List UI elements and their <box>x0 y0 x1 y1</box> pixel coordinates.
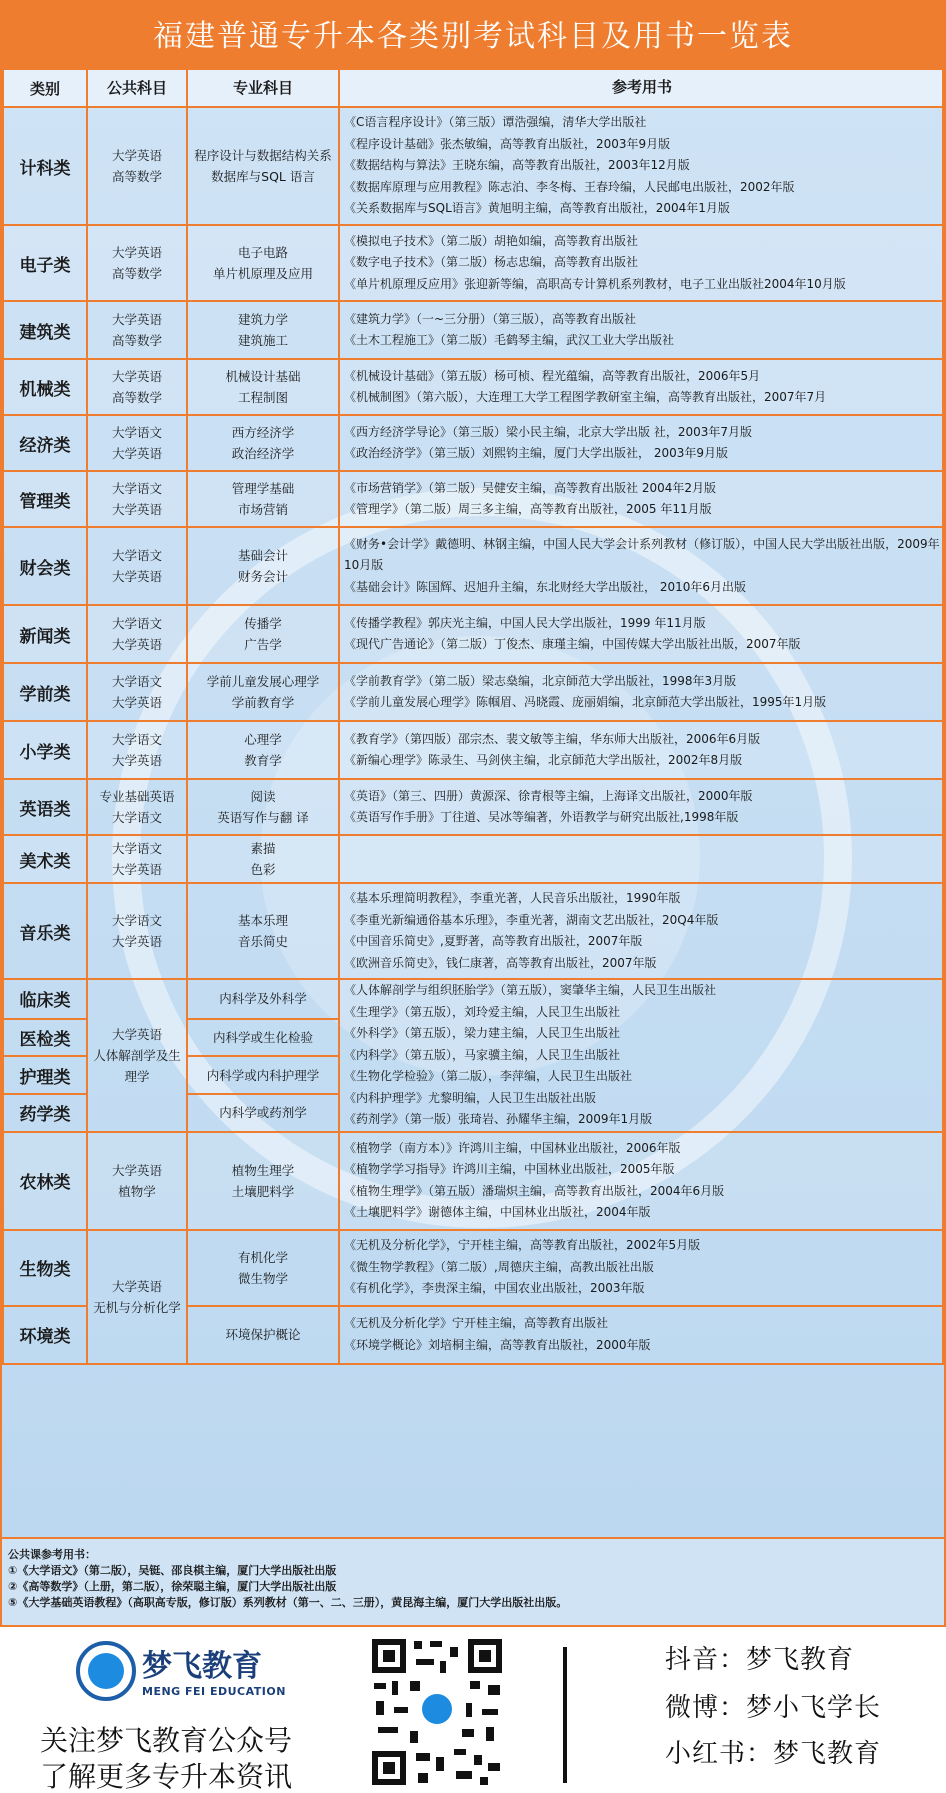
category-cell: 药学类 <box>3 1094 87 1132</box>
cell-line: 大学英语 <box>111 502 162 517</box>
header-public: 公共科目 <box>87 69 187 107</box>
public-subjects-cell <box>87 721 187 779</box>
major-subjects-cell <box>187 663 339 721</box>
cell-line: 《无机及分析化学》宁开桂主编，高等教育出版社 <box>344 1316 609 1330</box>
cell-line: 《植物学（南方本）》许鸿川主编，中国林业出版社，2006年版 <box>344 1140 681 1155</box>
reference-books-cell <box>339 883 943 979</box>
cell-line: 数据库与SQL 语言 <box>211 169 315 184</box>
public-subjects-cell <box>87 605 187 663</box>
cell-line: 电子电路 <box>237 245 288 260</box>
public-subjects-cell <box>87 225 187 301</box>
cell-line: 《土木工程施工》（第二版）毛鹤琴主编，武汉工业大学出版社 <box>344 333 675 347</box>
reference-books-cell <box>339 779 943 835</box>
cell-line: 《环境学概论》刘培桐主编，高等教育出版社，2000年版 <box>344 1337 651 1352</box>
cell-line: 大学英语 <box>111 637 162 652</box>
cell-line: 财务会计 <box>237 569 288 584</box>
table-row <box>3 527 943 605</box>
cell-line: 大学语文 <box>111 425 162 440</box>
table-row <box>3 225 943 301</box>
cell-line: 管理学基础 <box>231 481 295 496</box>
major-subjects-cell: 内科学或药剂学 <box>187 1094 339 1132</box>
major-subjects-cell: 内科学或内科护理学 <box>187 1056 339 1094</box>
major-subjects-cell <box>187 605 339 663</box>
reference-books-cell <box>339 527 943 605</box>
category-cell: 建筑类 <box>3 301 87 359</box>
table-row <box>3 663 943 721</box>
cell-line: 《微生物学教程》（第二版）,周德庆主编，高教出版社出版 <box>344 1259 654 1274</box>
category-cell: 临床类 <box>3 979 87 1019</box>
major-subjects-cell <box>187 225 339 301</box>
cell-line: 大学英语 <box>111 312 162 327</box>
cell-line: 植物生理学 <box>231 1162 295 1178</box>
cell-line: 心理学 <box>244 732 282 747</box>
table-row <box>3 605 943 663</box>
cell-line: 《生物化学检验》（第二版），李萍编，人民卫生出版社 <box>344 1069 633 1083</box>
cell-line: 《无机及分析化学》，宁开桂主编，高等教育出版社，2002年5月版 <box>344 1238 701 1253</box>
globe-logo-icon <box>76 1641 136 1701</box>
cell-line: 理学 <box>124 1068 150 1084</box>
reference-books-cell <box>339 721 943 779</box>
category-cell: 美术类 <box>3 835 87 883</box>
table-row <box>3 721 943 779</box>
cell-line: 《财务•会计学》戴德明、林钢主编，中国人民大学会计系列教材（修订版），中国人民大学出版社出版，2009年10月版 <box>344 536 940 573</box>
category-cell: 经济类 <box>3 415 87 471</box>
reference-books-cell <box>339 107 943 225</box>
category-cell: 学前类 <box>3 663 87 721</box>
major-subjects-cell <box>187 779 339 835</box>
cell-line: 政治经济学 <box>231 446 295 461</box>
cell-line: 传播学 <box>244 616 282 631</box>
category-cell: 机械类 <box>3 359 87 415</box>
reference-books-cell <box>339 979 943 1132</box>
major-subjects-cell <box>187 1230 339 1306</box>
header-major: 专业科目 <box>187 69 339 107</box>
cell-line: 大学英语 <box>111 1162 162 1178</box>
category-cell: 小学类 <box>3 721 87 779</box>
major-subjects-cell <box>187 1132 339 1230</box>
public-subjects-cell <box>87 979 187 1132</box>
cell-line: 《植物生理学》（第五版）潘瑞炽主编，高等教育出版社，2004年6月版 <box>344 1183 725 1198</box>
table-row <box>3 359 943 415</box>
cell-line: 工程制图 <box>237 390 288 405</box>
table-row <box>3 1230 943 1306</box>
cell-line: 《学前教育学》（第二版）梁志燊编，北京師范大学出版社，1998年3月版 <box>344 673 737 688</box>
cell-line: 《李重光新编通俗基本乐理》，李重光著，湖南文艺出版社，20Q4年版 <box>344 912 719 927</box>
public-subjects-cell <box>87 107 187 225</box>
cell-line: 大学英语 <box>111 1278 162 1294</box>
major-subjects-cell <box>187 721 339 779</box>
cell-line: 《机械设计基础》（第五版）杨可桢、程光蕴编，高等教育出版社，2006年5月 <box>344 368 761 383</box>
cell-line: 广告学 <box>244 637 282 652</box>
reference-books-cell <box>339 835 943 883</box>
table-row <box>3 779 943 835</box>
cell-line: 专业基础英语 <box>99 789 175 804</box>
cell-line: 大学英语 <box>111 245 162 260</box>
cell-line: 单片机原理及应用 <box>212 266 313 281</box>
cell-line: 无机与分析化学 <box>93 1299 181 1315</box>
cell-line: 教育学 <box>244 753 282 768</box>
cell-line: 《基本乐理简明教程》，李重光著，人民音乐出版社，1990年版 <box>344 891 681 905</box>
cell-line: 有机化学 <box>237 1249 288 1265</box>
cell-line: 大学语文 <box>111 913 162 928</box>
cell-line: 《数据库原理与应用教程》陈志泊、李冬梅、王春玲编，人民邮电出版社，2002年版 <box>344 179 795 194</box>
cell-line: 《内科学》（第五版），马家骥主编，人民卫生出版社 <box>344 1047 621 1062</box>
cell-line: 《市场营销学》（第二版）吴健安主编，高等教育出版社 2004年2月版 <box>344 480 716 495</box>
cell-line: 《政治经济学》（第三版）刘熙钧主编，厦门大学出版社， 2003年9月版 <box>344 446 728 460</box>
qr-code-icon[interactable] <box>370 1637 504 1787</box>
category-cell: 生物类 <box>3 1230 87 1306</box>
notes-item: ①《大学语文》（第二版），吴铤、邵良棋主编，厦门大学出版社出版 <box>8 1564 337 1577</box>
cell-line: 《学前儿童发展心理学》陈帼眉、冯晓霞、庞丽娟编，北京師范大学出版社，1995年1月版 <box>344 695 827 709</box>
cell-line: 《内科护理学》尤黎明编，人民卫生出版社出版 <box>344 1090 597 1105</box>
cell-line: 《人体解剖学与组织胚胎学》（第五版），窦肇华主编，人民卫生出版社 <box>344 983 717 997</box>
category-cell: 英语类 <box>3 779 87 835</box>
table-row <box>3 835 943 883</box>
major-subjects-cell <box>187 471 339 527</box>
cell-line: 微生物学 <box>237 1270 288 1286</box>
public-subjects-cell <box>87 1132 187 1230</box>
reference-books-cell <box>339 1132 943 1230</box>
xiaohongshu-handle: 小红书：梦飞教育 <box>665 1739 882 1769</box>
major-subjects-cell <box>187 835 339 883</box>
public-subjects-cell <box>87 471 187 527</box>
cell-line: 《土壤肥料学》谢德体主编，中国林业出版社，2004年版 <box>344 1205 651 1219</box>
cell-line: 《程序设计基础》张杰敏编，高等教育出版社，2003年9月版 <box>344 136 671 151</box>
course-table <box>2 68 944 1365</box>
reference-books-cell <box>339 663 943 721</box>
cell-line: 基础会计 <box>237 548 288 563</box>
public-course-notes <box>0 1539 946 1627</box>
cell-line: 大学语文 <box>111 481 162 496</box>
cell-line: 《外科学》（第五版），梁力建主编，人民卫生出版社 <box>344 1026 621 1040</box>
table-header-row <box>3 69 943 107</box>
cell-line: 《新编心理学》陈录生、马剑侠主编，北京師范大学出版社，2002年8月版 <box>344 753 743 767</box>
notes-item: ⑤《大学基础英语教程》（高职高专版，修订版）系列教材（第一、二、三册），黄昆海主编，厦门大学出版社出版。 <box>8 1596 568 1609</box>
public-subjects-cell <box>87 301 187 359</box>
cell-line: 高等数学 <box>111 266 162 281</box>
cell-line: 土壤肥料学 <box>231 1183 295 1199</box>
footer <box>0 1627 946 1793</box>
cell-line: 大学语文 <box>111 732 162 747</box>
cell-line: 大学语文 <box>111 841 162 856</box>
table-row <box>3 415 943 471</box>
public-subjects-cell <box>87 663 187 721</box>
cell-line: 《管理学》（第二版）周三多主编，高等教育出版社，2005 年11月版 <box>344 502 712 516</box>
reference-books-cell <box>339 1230 943 1306</box>
cell-line: 学前教育学 <box>231 695 295 710</box>
cell-line: 《关系数据库与SQL语言》黄旭明主编，高等教育出版社，2004年1月版 <box>344 201 730 216</box>
major-subjects-cell <box>187 415 339 471</box>
cell-line: 环境保护概论 <box>225 1327 301 1342</box>
cell-line: 大学语文 <box>111 616 162 631</box>
cell-line: 机械设计基础 <box>225 369 301 384</box>
reference-books-cell <box>339 301 943 359</box>
reference-books-cell <box>339 415 943 471</box>
cell-line: 高等数学 <box>111 333 162 348</box>
cell-line: 《西方经济学导论》（第三版）梁小民主编，北京大学出版 社，2003年7月版 <box>344 424 752 439</box>
cell-line: 高等数学 <box>111 169 162 184</box>
cell-line: 音乐简史 <box>237 934 288 949</box>
major-subjects-cell: 内科学及外科学 <box>187 979 339 1019</box>
cell-line: 《基础会计》陈国辉、迟旭升主编，东北财经大学出版社， 2010年6月出版 <box>344 579 746 594</box>
public-subjects-cell <box>87 883 187 979</box>
cell-line: 《C语言程序设计》（第三版）谭浩强编，清华大学出版社 <box>344 115 647 130</box>
public-subjects-cell <box>87 527 187 605</box>
reference-books-cell <box>339 605 943 663</box>
category-cell: 电子类 <box>3 225 87 301</box>
table-row <box>3 1132 943 1230</box>
major-subjects-cell <box>187 301 339 359</box>
course-table-container <box>0 66 946 1539</box>
public-subjects-cell <box>87 779 187 835</box>
header-category: 类别 <box>3 69 87 107</box>
cell-line: 《传播学教程》郭庆光主编，中国人民大学出版社，1999 年11月版 <box>344 615 706 630</box>
reference-books-cell <box>339 359 943 415</box>
cell-line: 《欧洲音乐简史》，钱仁康著，高等教育出版社，2007年版 <box>344 955 657 970</box>
cell-line: 《机械制图》（第六版），大连理工大学工程图学教研室主编，高等教育出版社，2007年7月 <box>344 390 827 404</box>
cell-line: 《植物学学习指导》许鸿川主编，中国林业出版社，2005年版 <box>344 1162 675 1176</box>
header-reference: 参考用书 <box>339 69 943 107</box>
cell-line: 《数据结构与算法》王晓东编，高等教育出版社，2003年12月版 <box>344 158 690 173</box>
cell-line: 大学语文 <box>111 674 162 689</box>
table-row <box>3 979 943 1019</box>
table-row <box>3 301 943 359</box>
cell-line: 大学英语 <box>111 369 162 384</box>
cell-line: 西方经济学 <box>231 425 295 440</box>
cell-line: 高等数学 <box>111 390 162 405</box>
cell-line: 大学英语 <box>111 148 162 163</box>
reference-books-cell <box>339 225 943 301</box>
cell-line: 《教育学》（第四版）邵宗杰、裴文敏等主编，华东师大出版社，2006年6月版 <box>344 731 761 746</box>
cell-line: 大学英语 <box>111 446 162 461</box>
cell-line: 《药剂学》（第一版）张琦岩、孙耀华主编，2009年1月版 <box>344 1112 653 1126</box>
category-cell: 管理类 <box>3 471 87 527</box>
douyin-handle: 抖音：梦飞教育 <box>665 1645 855 1675</box>
cell-line: 大学英语 <box>111 569 162 584</box>
category-cell: 农林类 <box>3 1132 87 1230</box>
cell-line: 建筑施工 <box>237 333 288 348</box>
public-subjects-cell <box>87 359 187 415</box>
cell-line: 《模拟电子技术》（第二版）胡艳如编，高等教育出版社 <box>344 233 639 248</box>
cell-line: 《英语写作手册》丁往道、吴冰等编著，外语教学与研究出版社,1998年版 <box>344 810 739 824</box>
cell-line: 基本乐理 <box>237 913 288 928</box>
follow-text-line1: 关注梦飞教育公众号 <box>40 1724 293 1757</box>
page-title: 福建普通专升本各类别考试科目及用书一览表 <box>0 0 946 66</box>
table-row <box>3 883 943 979</box>
cell-line: 人体解剖学及生 <box>93 1047 181 1063</box>
notes-item: ②《高等数学》（上册，第二版），徐荣聪主编，厦门大学出版社出版 <box>8 1580 337 1593</box>
footer-divider <box>563 1647 567 1783</box>
cell-line: 《数字电子技术》（第二版）杨志忠编，高等教育出版社 <box>344 255 639 270</box>
cell-line: 程序设计与数据结构关系 <box>194 148 332 163</box>
cell-line: 《英语》（第三、四册）黄源深、徐青根等主编，上海译文出版社，2000年版 <box>344 788 753 803</box>
major-subjects-cell <box>187 359 339 415</box>
major-subjects-cell <box>187 883 339 979</box>
cell-line: 大学英语 <box>111 934 162 949</box>
category-cell: 医检类 <box>3 1019 87 1057</box>
cell-line: 阅读 <box>250 789 276 804</box>
logo-text: 梦飞教育 <box>142 1649 262 1684</box>
weibo-handle: 微博：梦小飞学长 <box>665 1693 882 1723</box>
cell-line: 《生理学》（第五版），刘玲爱主编，人民卫生出版社 <box>344 1004 621 1019</box>
reference-books-cell <box>339 1306 943 1364</box>
cell-line: 《中国音乐简史》,夏野著，高等教育出版社，2007年版 <box>344 934 643 948</box>
cell-line: 大学英语 <box>111 1026 162 1042</box>
cell-line: 植物学 <box>118 1183 156 1199</box>
cell-line: 学前儿童发展心理学 <box>206 674 320 689</box>
category-cell: 环境类 <box>3 1306 87 1364</box>
major-subjects-cell <box>187 1306 339 1364</box>
category-cell: 新闻类 <box>3 605 87 663</box>
major-subjects-cell <box>187 107 339 225</box>
table-row <box>3 107 943 225</box>
category-cell: 计科类 <box>3 107 87 225</box>
cell-line: 大学语文 <box>111 548 162 563</box>
public-subjects-cell <box>87 1230 187 1364</box>
cell-line: 《建筑力学》（一~三分册）（第三版），高等教育出版社 <box>344 311 637 326</box>
notes-heading: 公共课参考用书： <box>8 1548 96 1561</box>
cell-line: 《有机化学》，李贵深主编，中国农业出版社，2003年版 <box>344 1281 645 1296</box>
cell-line: 《单片机原理反应用》张迎新等编，高职高专计算机系列教材，电子工业出版社2004年10月版 <box>344 276 846 291</box>
cell-line: 色彩 <box>250 862 276 877</box>
category-cell: 财会类 <box>3 527 87 605</box>
cell-line: 英语写作与翻 译 <box>217 810 309 825</box>
category-cell: 护理类 <box>3 1056 87 1094</box>
logo-english-text: MENG FEI EDUCATION <box>142 1685 286 1698</box>
cell-line: 大学语文 <box>111 810 162 825</box>
public-subjects-cell <box>87 415 187 471</box>
cell-line: 大学英语 <box>111 862 162 877</box>
cell-line: 市场营销 <box>237 502 288 517</box>
category-cell: 音乐类 <box>3 883 87 979</box>
cell-line: 建筑力学 <box>237 312 288 327</box>
follow-text-line2: 了解更多专升本资讯 <box>40 1760 293 1793</box>
cell-line: 素描 <box>250 841 276 856</box>
table-row <box>3 471 943 527</box>
cell-line: 大学英语 <box>111 753 162 768</box>
cell-line: 大学英语 <box>111 695 162 710</box>
major-subjects-cell: 内科学或生化检验 <box>187 1019 339 1057</box>
major-subjects-cell <box>187 527 339 605</box>
public-subjects-cell <box>87 835 187 883</box>
reference-books-cell <box>339 471 943 527</box>
cell-line: 《现代广告通论》（第二版）丁俊杰、康瑾主编，中国传媒大学出版社出版，2007年版 <box>344 637 801 651</box>
